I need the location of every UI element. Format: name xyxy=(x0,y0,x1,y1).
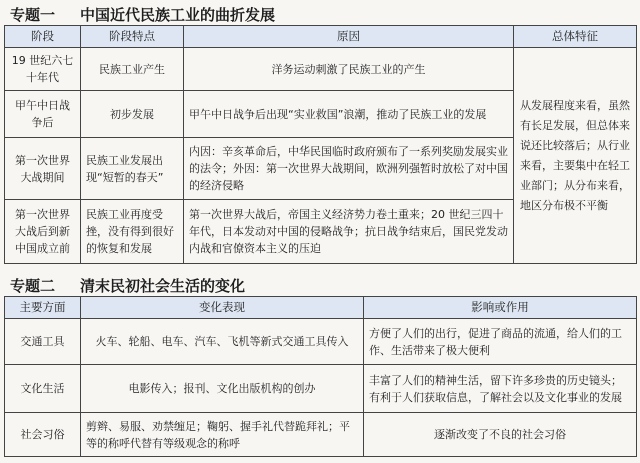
feature-cell: 民族工业产生 xyxy=(81,48,184,91)
change-cell: 火车、轮船、电车、汽车、飞机等新式交通工具传入 xyxy=(81,319,364,365)
table-row xyxy=(5,413,637,457)
header-aspect: 主要方面 xyxy=(5,297,81,319)
header-feature: 阶段特点 xyxy=(81,26,184,48)
reason-cell: 内因：辛亥革命后，中华民国临时政府颁布了一系列奖励发展实业的法令；外因：第一次世界大战期间，欧洲列强暂时放松了对中国的经济侵略 xyxy=(184,138,514,200)
stage-cell: 甲午中日战争后 xyxy=(5,91,81,138)
table-row xyxy=(5,319,637,365)
feature-cell: 初步发展 xyxy=(81,91,184,138)
reason-cell: 甲午中日战争后出现“实业救国”浪潮，推动了民族工业的发展 xyxy=(184,91,514,138)
header-overall: 总体特征 xyxy=(514,26,637,48)
topic2-header-row xyxy=(5,297,637,319)
impact-cell: 丰富了人们的精神生活，留下许多珍贵的历史镜头；有利于人们获取信息，了解社会以及文化事业的发展 xyxy=(364,365,637,413)
feature-cell: 民族工业再度受挫，没有得到很好的恢复和发展 xyxy=(81,200,184,264)
topic2-title: 清末民初社会生活的变化 xyxy=(80,277,246,295)
reason-cell: 洋务运动刺激了民族工业的产生 xyxy=(184,48,514,91)
table-row xyxy=(5,48,637,91)
topic1-header-row xyxy=(5,26,637,48)
overall-cell: 从发展程度来看，虽然有长足发展，但总体来说还比较落后；从行业来看，主要集中在轻工业部门；从分布来看，地区分布极不平衡 xyxy=(514,48,637,264)
topic2-table xyxy=(4,296,637,457)
topic1-table xyxy=(4,25,637,264)
reason-cell: 第一次世界大战后，帝国主义经济势力卷土重来；20 世纪三四十年代，日本发动对中国的侵略战争；抗日战争结束后，国民党发动内战和官僚资本主义的压迫 xyxy=(184,200,514,264)
topic1-number: 专题一 xyxy=(10,6,56,24)
feature-cell: 民族工业发展出现“短暂的春天” xyxy=(81,138,184,200)
header-impact: 影响或作用 xyxy=(364,297,637,319)
stage-cell: 第一次世界大战后到新中国成立前 xyxy=(5,200,81,264)
topic1-heading xyxy=(10,4,275,25)
stage-cell: 第一次世界大战期间 xyxy=(5,138,81,200)
topic2-heading xyxy=(10,275,245,296)
aspect-cell: 社会习俗 xyxy=(5,413,81,457)
topic2-number: 专题二 xyxy=(10,277,56,295)
header-reason: 原因 xyxy=(184,26,514,48)
header-change: 变化表现 xyxy=(81,297,364,319)
change-cell: 电影传入；报刊、文化出版机构的创办 xyxy=(81,365,364,413)
impact-cell: 方便了人们的出行，促进了商品的流通，给人们的工作、生活带来了极大便利 xyxy=(364,319,637,365)
change-cell: 剪辫、易服、劝禁缠足；鞠躬、握手礼代替跪拜礼；平等的称呼代替有等级观念的称呼 xyxy=(81,413,364,457)
topic1-title: 中国近代民族工业的曲折发展 xyxy=(80,6,276,24)
impact-cell: 逐渐改变了不良的社会习俗 xyxy=(364,413,637,457)
table-row xyxy=(5,365,637,413)
aspect-cell: 文化生活 xyxy=(5,365,81,413)
aspect-cell: 交通工具 xyxy=(5,319,81,365)
stage-cell: 19 世纪六七十年代 xyxy=(5,48,81,91)
header-stage: 阶段 xyxy=(5,26,81,48)
